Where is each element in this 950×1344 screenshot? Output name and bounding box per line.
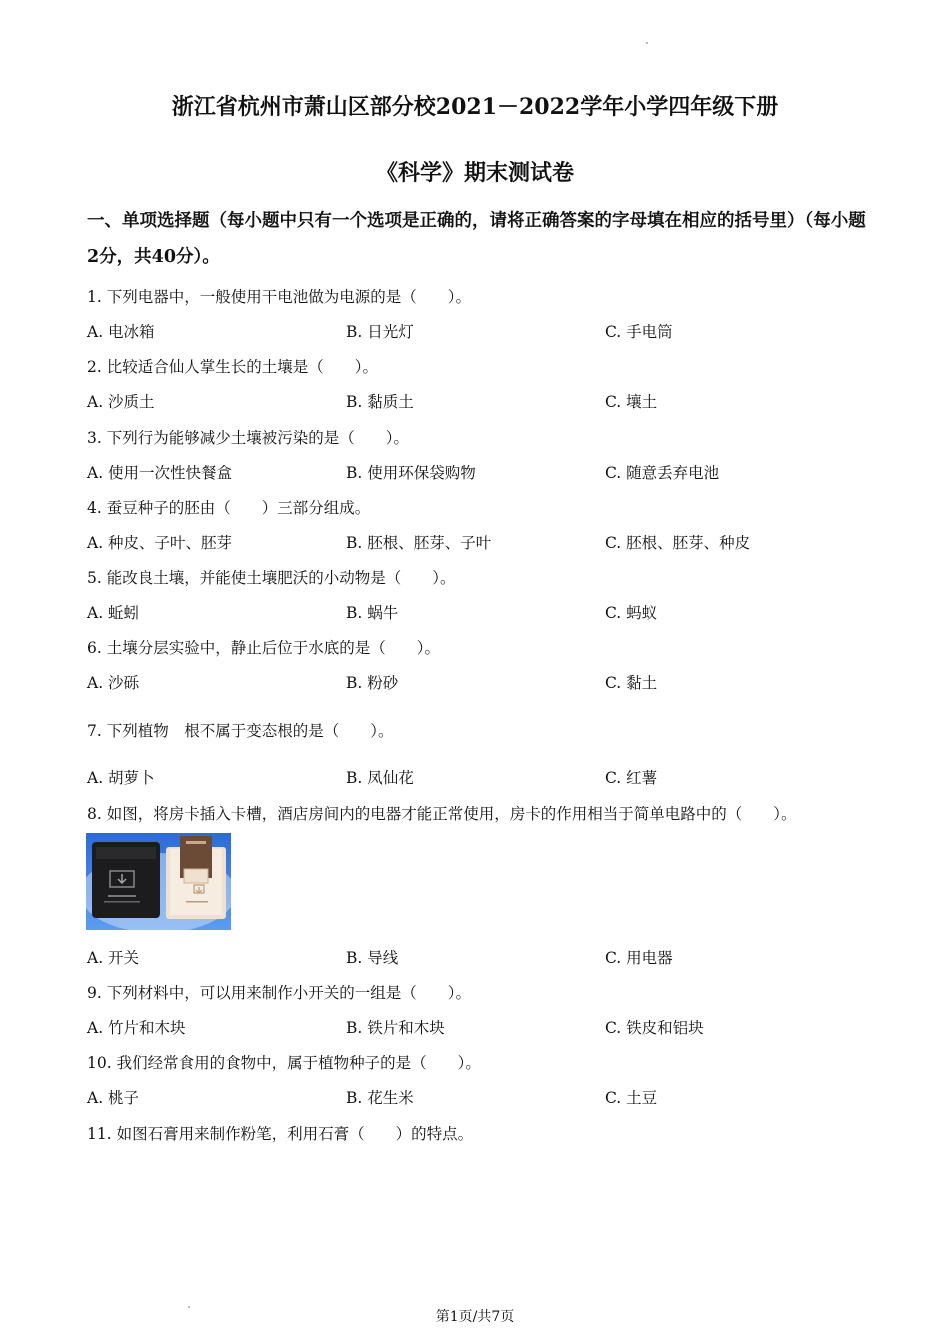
option-a: A. 沙质土 <box>87 393 155 411</box>
question-stem: 1. 下列电器中，一般使用干电池做为电源的是（ ）。 <box>87 288 471 306</box>
option-b: B. 黏质土 <box>346 393 414 411</box>
question-stem: 2. 比较适合仙人掌生长的土壤是（ ）。 <box>87 358 378 376</box>
doc-title-line1: 浙江省杭州市萧山区部分校2021－2022学年小学四年级下册 <box>171 94 779 120</box>
option-c: C. 壤土 <box>605 393 658 411</box>
option-c: C. 用电器 <box>605 949 673 967</box>
question-stem: 9. 下列材料中，可以用来制作小开关的一组是（ ）。 <box>87 984 471 1002</box>
option-a: A. 开关 <box>87 949 140 967</box>
question-stem: 3. 下列行为能够减少土壤被污染的是（ ）。 <box>87 429 409 447</box>
question-stem: 7. 下列植物 根不属于变态根的是（ ）。 <box>87 722 394 740</box>
option-b: B. 日光灯 <box>346 323 414 341</box>
option-c: C. 红薯 <box>605 769 658 787</box>
option-a: A. 胡萝卜 <box>87 769 155 787</box>
option-c: C. 手电筒 <box>605 323 673 341</box>
option-b: B. 胚根、胚芽、子叶 <box>346 534 492 552</box>
scan-dot <box>646 42 648 44</box>
question-stem: 4. 蚕豆种子的胚由（ ）三部分组成。 <box>87 499 371 517</box>
page-footer: 第1页/共7页 <box>435 1309 515 1325</box>
option-b: B. 蜗牛 <box>346 604 399 622</box>
option-c: C. 蚂蚁 <box>605 604 658 622</box>
option-a: A. 桃子 <box>87 1089 140 1107</box>
question-stem: 6. 土壤分层实验中，静止后位于水底的是（ ）。 <box>87 639 440 657</box>
option-a: A. 蚯蚓 <box>87 604 140 622</box>
option-b: B. 粉砂 <box>346 674 399 692</box>
option-b: B. 使用环保袋购物 <box>346 464 476 482</box>
option-c: C. 黏土 <box>605 674 658 692</box>
option-b: B. 凤仙花 <box>346 769 414 787</box>
doc-title-line2: 《科学》期末测试卷 <box>375 160 574 186</box>
option-b: B. 导线 <box>346 949 399 967</box>
question-stem: 10. 我们经常食用的食物中，属于植物种子的是（ ）。 <box>87 1054 481 1072</box>
option-c: C. 铁皮和铝块 <box>605 1019 704 1037</box>
question-stem: 11. 如图石膏用来制作粉笔，利用石膏（ ）的特点。 <box>87 1125 474 1143</box>
option-b: B. 铁片和木块 <box>346 1019 445 1037</box>
section-heading: 一、单项选择题（每小题中只有一个选项是正确的，请将正确答案的字母填在相应的括号里）（每小题2分，共40分）。 <box>87 211 866 267</box>
option-c: C. 随意丢弃电池 <box>605 464 720 482</box>
option-a: A. 沙砾 <box>87 674 140 692</box>
question-stem: 5. 能改良土壤，并能使土壤肥沃的小动物是（ ）。 <box>87 569 456 587</box>
question-stem: 8. 如图，将房卡插入卡槽，酒店房间内的电器才能正常使用，房卡的作用相当于简单电路中的（ ）。 <box>87 805 797 823</box>
option-a: A. 使用一次性快餐盒 <box>87 464 233 482</box>
option-c: C. 胚根、胚芽、种皮 <box>605 534 751 552</box>
option-a: A. 电冰箱 <box>87 323 155 341</box>
option-a: A. 种皮、子叶、胚芽 <box>87 534 233 552</box>
room-card-switch-image <box>86 833 231 930</box>
option-c: C. 土豆 <box>605 1089 658 1107</box>
option-a: A. 竹片和木块 <box>87 1019 186 1037</box>
option-b: B. 花生米 <box>346 1089 414 1107</box>
